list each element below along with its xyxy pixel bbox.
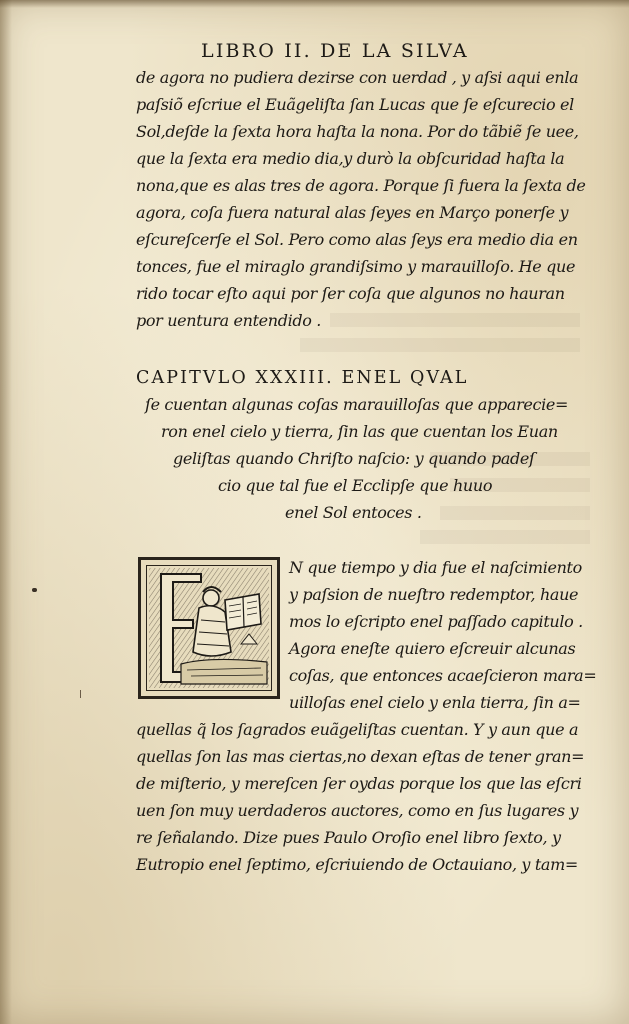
body-line: de miſterio, y mereſcen ſer oydas porque los que las eſcri <box>136 774 582 793</box>
body-line: Eutropio enel ſeptimo, eſcriuiendo de Octauiano, y tam= <box>136 855 578 874</box>
show-through-6 <box>420 530 590 544</box>
body-line: tonces, fue el miraglo grandiſsimo y marauilloſo. He que <box>136 257 576 276</box>
initial-line: coſas, que entonces acaeſcieron mara= <box>289 666 597 685</box>
chapter-summary-line: ron enel cielo y tierra, ſin las que cuentan los Euan <box>161 422 558 441</box>
body-line: nona,que es alas tres de agora. Porque ſi fuera la ſexta de <box>136 176 586 195</box>
show-through-2 <box>300 338 580 352</box>
body-line: Sol,deſde la ſexta hora haſta la nona. Por do tãbiẽ ſe uee, <box>136 122 579 141</box>
body-line: uen ſon muy uerdaderos auctores, como en ſus lugares y <box>136 801 579 820</box>
chapter-summary-line: enel Sol entoces . <box>285 503 422 522</box>
show-through-1 <box>330 313 580 327</box>
body-line: rido tocar eſto aqui por ſer coſa que algunos no hauran <box>136 284 565 303</box>
decorated-initial <box>138 557 280 699</box>
chapter-summary-line: cio que tal fue el Ecclipſe que huuo <box>218 476 493 495</box>
body-line: quellas q̃ los ſagrados euãgeliſtas cuentan. Y y aun que a <box>136 720 579 739</box>
chapter-summary-line: geliſtas quando Chriſto naſcio: y quando padeſ <box>173 449 535 468</box>
body-line: por uentura entendido . <box>136 311 322 330</box>
initial-line: mos lo eſcripto enel paſſado capitulo . <box>289 612 583 631</box>
initial-line: Agora eneſte quiero eſcreuir alcunas <box>289 639 576 658</box>
page-top-shadow <box>0 0 629 8</box>
chapter-heading: CAPITVLO XXXIII. ENEL QVAL <box>136 368 469 388</box>
initial-line: N que tiempo y dia fue el naſcimiento <box>289 558 582 577</box>
woodcut-illustration-icon <box>141 560 277 696</box>
body-line: eſcureſcerſe el Sol. Pero como alas ſeys era medio dia en <box>136 230 578 249</box>
body-line: paſsiõ eſcriue el Euãgeliſta ſan Lucas que ſe eſcurecio el <box>136 95 574 114</box>
page-edge-shadow <box>0 0 12 1024</box>
margin-speck <box>80 690 84 698</box>
body-line: agora, coſa fuera natural alas ſeyes en Março ponerſe y <box>136 203 569 222</box>
body-line: re ſeñalando. Dize pues Paulo Oroſio enel libro ſexto, y <box>136 828 561 847</box>
body-line: que la ſexta era medio dia,y durò la obſcuridad haſta la <box>136 149 565 168</box>
body-line: quellas ſon las mas ciertas,no dexan eſtas de tener gran= <box>136 747 585 766</box>
running-head: LIBRO II. DE LA SILVA <box>201 40 469 62</box>
chapter-summary-line: ſe cuentan algunas coſas marauilloſas que apparecie= <box>145 395 569 414</box>
initial-line: uilloſas enel cielo y enla tierra, ſin a= <box>289 693 581 712</box>
body-line: de agora no pudiera dezirse con uerdad , y aſsi aqui enla <box>136 68 579 87</box>
show-through-5 <box>440 506 590 520</box>
margin-speck <box>32 588 37 592</box>
initial-line: y paſsion de nueſtro redemptor, haue <box>289 585 579 604</box>
